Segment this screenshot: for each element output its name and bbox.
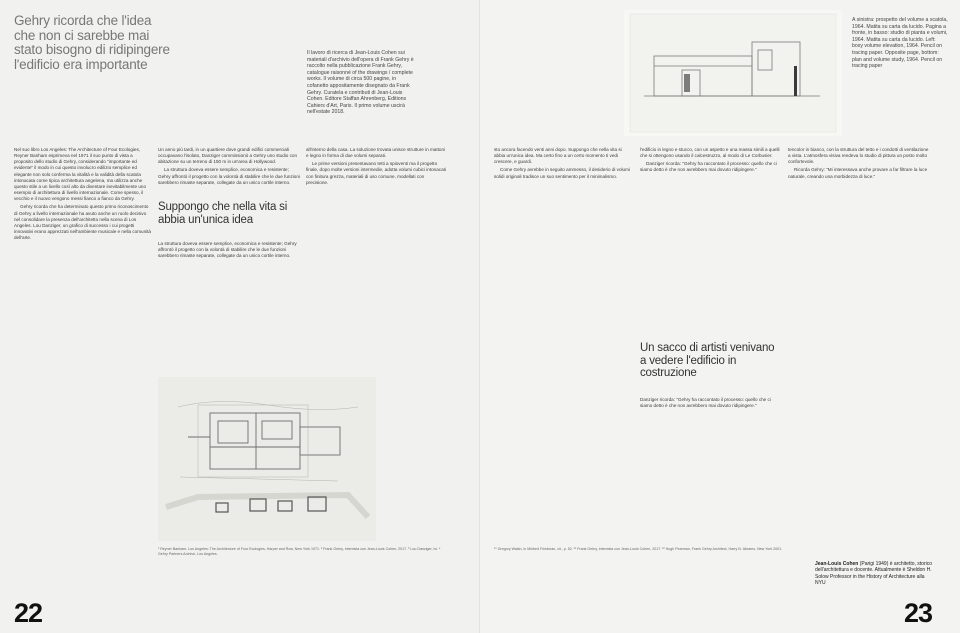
paragraph: all'interno della casa. La soluzione trovata unisce strutture in mattoni e legno in forma di due volumi separati. — [306, 147, 446, 159]
author-name: Jean-Louis Cohen — [815, 561, 859, 567]
paragraph: Gehry ricorda che ha determinato questo primo riconoscimento di Gehry a livello internazionale ha avuto anche un ruolo decisivo nel consolidare la presenza dell'architetto nella scena di Los Angeles. Lou Danziger, un grafico di successo i cui progetti innovativi erano apprezzati nell'ambiente musicale e nella comunità dell'arte. — [14, 204, 151, 241]
text-column-3 — [788, 147, 930, 552]
paragraph: sto ancora facendo venti anni dopo. Suppongo che nella vita si abbia un'unica idea. Ma certo fino a un certo momento ti vedi crescere, e guardi. — [494, 147, 622, 165]
paragraph: Ricorda Gehry: "Mi interessava anche provare a far filtrare la luce naturale, creando una morbidezza di luce." — [788, 167, 928, 179]
paragraph: Danziger ricorda: "Gehry ha raccontato il processo: quello che ci siamo detto è che non avrebbero mai dovuto ridipingere." — [640, 397, 771, 409]
text-column-1 — [494, 147, 634, 542]
subheading: Un sacco di artisti venivano a vedere l'edificio in costruzione — [640, 342, 775, 379]
paragraph: Danziger ricorda: "Gehry ha raccontato il processo: quello che ci siamo detto è che non avrebbero mai dovuto ridipingere." — [640, 161, 777, 173]
image-caption: A sinistra: prospetto del volume a scatola, 1964. Matita su carta da lucido. Pagina a fronte, in basso: studio di pianta e volumi, 1964. Matita su carta da lucido. Left: boxy volume elevation, 1964. Pencil on tracing paper. Opposite page, bottom: plan and volume study, 1964. Pencil on tracing paper — [852, 17, 948, 70]
image-caption: Il lavoro di ricerca di Jean-Louis Cohen sui materiali d'archivio dell'opera di Frank Gehry è raccolto nella pubblicazione Frank Gehry, catalogue raisonné of the drawings / complete works. Il volume di circa 500 pagine, in cofanetto appositamente disegnato da Frank Gehry. Curatela e contributi di Jean-Louis Cohen. Editore Staffan Ahrenberg, Editions Cahiers d'Art, Paris. Il primo volume uscirà nell'estate 2018. — [307, 50, 414, 116]
subheading: Suppongo che nella vita si abbia un'unica idea — [158, 201, 288, 226]
paragraph: La struttura doveva essere semplice, economica e resistente; Gehry affrontò il progetto con la volontà di stabilire che le due funzioni sarebbero rimaste separate, collegate da un unico cortile interno. — [158, 241, 297, 259]
page-number: 23 — [904, 598, 933, 628]
floor-plan-drawing — [158, 377, 376, 541]
paragraph: Nel suo libro Los Angeles: The Architecture of Four Ecologies, Reyner Banham esprimeva nel 1971 il suo punto di vista a proposito dello studio di Gehry, considerando "importante ed evidente" il modo in cui questo involucro edilizio semplice ed elegante non solo conferma la vitalità e la validità della scatola intonacata come tipica architettura angelena, ma utilizza anche questo stile a un livello così alto da diventare inevitabilmente uno esempio di architettura di livello internazionale. Come spesso, il vecchio e il nuovo vengono messi fianco a fianco da Gehry. — [14, 147, 147, 202]
footnotes: ¹⁰ Gregory Walsh, in Mildred Friedman, cit., p. 52. ¹¹ Frank Gehry, intervista con Jean-Louis Cohen, 2017. ¹² Hugh Pearman, Frank Gehry Architect, Harry N. Abrams, New York 2001. — [494, 547, 783, 551]
paragraph: Un anno più tardi, in un quartiere dove grandi edifici commerciali occupavano l'isolato, Danziger commissionò a Gehry uno studio con abitazione su un terreno di 150 m in un'area di Hollywood. — [158, 147, 298, 165]
elevation-sketch-icon — [624, 10, 842, 136]
text-column-3 — [306, 147, 446, 367]
paragraph: Le prime versioni presentavano tetti a spioventi ma il progetto finale, dopo molte versioni intermedie, adotta volumi cubici intonacati con finitura grezza, materiali di uso comune, modellati con precisione. — [306, 161, 446, 185]
pull-quote: Gehry ricorda che l'idea che non ci sarebbe mai stato bisogno di ridipingere l'edificio era importante — [14, 13, 170, 72]
page-number: 22 — [14, 598, 43, 628]
text-column-2 — [640, 147, 782, 332]
right-page — [480, 0, 960, 633]
text-column-2-cont — [158, 241, 300, 366]
author-bio-text: (Parigi 1949) è architetto, storico dell'architettura e docente. Attualmente è Sheldon H. Solow Professor in the History of Architecture alla NYU — [815, 561, 932, 587]
paragraph: tencolor in bianco, con la struttura del tetto e i condotti di ventilazione a vista. L'atmosfera visiva rendeva lo studio di pittura un posto molto confortevole. — [788, 147, 929, 165]
author-bio — [815, 561, 933, 587]
paragraph: La struttura doveva essere semplice, economica e resistente; Gehry affrontò il progetto con la volontà di stabilire che le due funzioni sarebbero rimaste separate, collegate da un unico cortile interno. — [158, 167, 300, 185]
text-column-1 — [14, 147, 152, 587]
elevation-drawing — [624, 10, 842, 136]
footnotes: ¹ Reyner Banham, Los Angeles: The Architecture of Four Ecologies, Harper and Row, New York 1971. ² Frank Gehry, intervista con Jean-Louis Cohen, 2017. ³ Lou Danziger, ivi. ⁴ Gehry Partners Archive, Los Angeles. — [158, 547, 441, 556]
paragraph: l'edificio in legno e stucco, con un aspetto e una massa simili a quelli che si ottengono usando il calcestruzzo, al modo di Le Corbusier. — [640, 147, 780, 159]
text-column-2-cont — [640, 397, 782, 542]
text-column-2 — [158, 147, 300, 195]
paragraph: Come Gehry avrebbe in seguito ammesso, il desiderio di volumi solidi originali tradisce un suo sentimento per il minimalismo. — [494, 167, 630, 179]
floor-plan-sketch-icon — [158, 377, 376, 541]
